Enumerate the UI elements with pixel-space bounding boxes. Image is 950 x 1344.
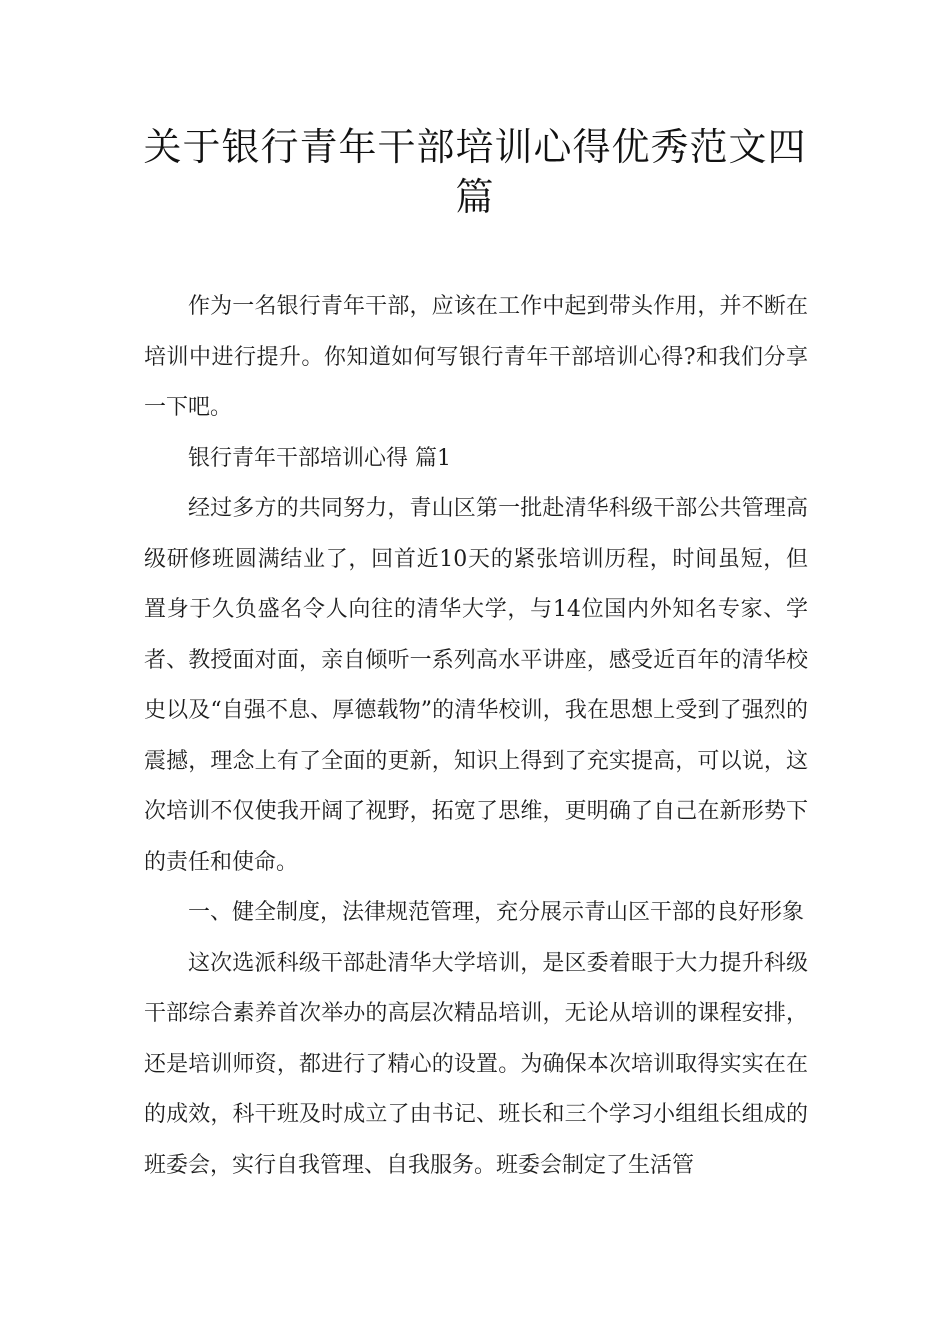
section-heading: 银行青年干部培训心得 篇1 [188,445,451,471]
intro-paragraph: 作为一名银行青年干部，应该在工作中起到带头作用，并不断在培训中进行提升。你知道如何写银行青年干部培训心得?和我们分享一下吧。 [144,294,808,420]
body-paragraph: 经过多方的共同努力，青山区第一批赴清华科级干部公共管理高级研修班圆满结业了，回首近10天的紧张培训历程，时间虽短，但置身于久负盛名令人向往的清华大学，与14位国内外知名专家、学者、教授面对面，亲自倾听一系列高水平讲座，感受近百年的清华校史以及“自强不息、厚德载物”的清华校训，我在思想上受到了强烈的震撼，理念上有了全面的更新，知识上得到了充实提高，可以说，这次培训不仅使我开阔了视野，拓宽了思维，更明确了自己在新形势下的责任和使命。 [144,496,808,875]
document-body [144,282,808,1191]
document-title: 关于银行青年干部培训心得优秀范文四篇 [143,125,807,219]
body-paragraph: 这次选派科级干部赴清华大学培训，是区委着眼于大力提升科级干部综合素养首次举办的高层次精品培训，无论从培训的课程安排，还是培训师资，都进行了精心的设置。为确保本次培训取得实实在在的成效，科干班及时成立了由书记、班长和三个学习小组组长组成的班委会，实行自我管理、自我服务。班委会制定了生活管 [144,950,808,1178]
subsection-heading: 一、健全制度，法律规范管理，充分展示青山区干部的良好形象 [188,900,805,925]
